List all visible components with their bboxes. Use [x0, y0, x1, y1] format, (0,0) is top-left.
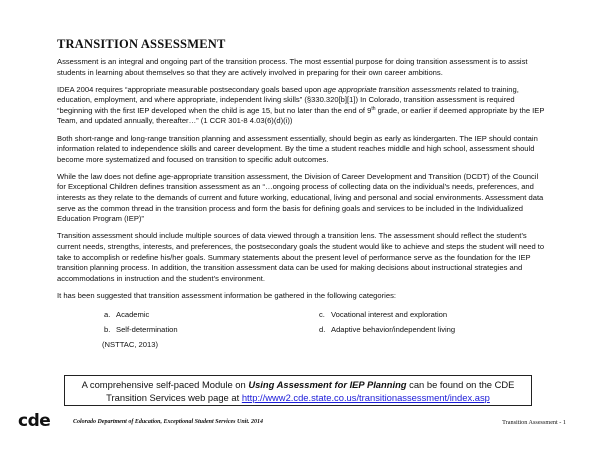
- list-item: [104, 310, 319, 320]
- module-callout-box: [64, 375, 532, 406]
- paragraph-idea-text-c: grade, or earlier if deemed appropriate by the IEP Team, and updated annually, thereafter…” (1 CCR 301-8 4.03(6)(d)(i)): [57, 105, 545, 126]
- paragraph-data-sources: Transition assessment should include multiple sources of data viewed through a transition lens. The assessment should reflect the student’s current needs, strengths, interests, and preferences, the postsecondary goals the student would like to achieve and steps the student will need to take to accomplish or redefine his/her goals. Summary statements about the present level of performance serve as the foundation for the IEP transition planning process. In addition, the transition assessment data can be used for making decisions about instructional strategies and accommodations in instruction and the student’s environment.: [57, 231, 545, 283]
- category-list: [104, 310, 534, 350]
- list-item-letter: a.: [104, 310, 111, 319]
- footer-page-label: Transition Assessment - 1: [502, 419, 566, 426]
- list-item-label: Vocational interest and exploration: [331, 310, 448, 319]
- paragraph-planning: Both short-range and long-range transition planning and assessment essentially, should begin as early as kindergarten. The IEP should contain information related to independence skills and career development. By the time a student reaches middle and high school, assessment should become more systematized and focused on transition to specific adult outcomes.: [57, 133, 538, 164]
- list-item-letter: d.: [319, 325, 326, 334]
- list-item: [319, 310, 534, 320]
- callout-mid-text: can be found on the CDE Transition Services web page at: [106, 379, 515, 403]
- list-item-label: Academic: [116, 310, 150, 319]
- list-item-letter: c.: [319, 310, 325, 319]
- category-row: [104, 325, 534, 335]
- paragraph-idea-emphasis: age appropriate transition assessments: [323, 84, 456, 94]
- paragraph-dcdt-definition: While the law does not define age-appropriate transition assessment, the Division of Career Development and Transition (DCDT) of the Council for Exceptional Children defines transition assessment as an “…ongoing process of collecting data on the individual’s needs, preferences, and interests as they relate to the demands of current and future working, educational, living and personal and social environments. Assessment data serve as the common thread in the transition process and form the basis for defining goals and services to be included in the Individualized Education Program (IEP)”: [57, 171, 544, 224]
- footer-organization: Colorado Department of Education, Exceptional Student Services Unit. 2014: [73, 419, 264, 425]
- ordinal-superscript: th: [371, 105, 376, 112]
- list-item-label: Adaptive behavior/independent living: [331, 325, 456, 334]
- module-title: Using Assessment for IEP Planning: [248, 379, 407, 390]
- list-item: [104, 325, 319, 335]
- body-text: [57, 57, 545, 301]
- list-item-letter: b.: [104, 325, 111, 334]
- paragraph-idea-text-b: related to training, education, employment, and where appropriate, independent living skills” (§330.320[b][1]) In Colorado, transition assessment is required “beginning with the first IEP developed when the child is age 15, but no later than the end of 9: [57, 84, 519, 115]
- list-item: [319, 325, 534, 335]
- transition-assessment-link[interactable]: http://www2.cde.state.co.us/transitionassessment/index.asp: [241, 392, 490, 403]
- paragraph-intro: Assessment is an integral and ongoing part of the transition process. The most essential purpose for doing transition assessment is to assist students in learning about themselves so that they are actively involved in preparing for their own career ambitions.: [57, 57, 528, 77]
- category-row: [104, 310, 534, 320]
- page-footer: [18, 411, 566, 432]
- callout-lead-text: A comprehensive self-paced Module on: [81, 379, 249, 390]
- paragraph-idea-text-a: IDEA 2004 requires “appropriate measurable postsecondary goals based upon: [57, 84, 324, 94]
- paragraph-categories-intro: It has been suggested that transition assessment information be gathered in the following categories:: [57, 290, 396, 300]
- source-citation: (NSTTAC, 2013): [102, 340, 158, 349]
- list-item-label: Self-determination: [116, 325, 178, 334]
- cde-logo: cde: [18, 411, 51, 431]
- page-title: TRANSITION ASSESSMENT: [57, 37, 226, 51]
- paragraph-idea-2004: [57, 85, 545, 127]
